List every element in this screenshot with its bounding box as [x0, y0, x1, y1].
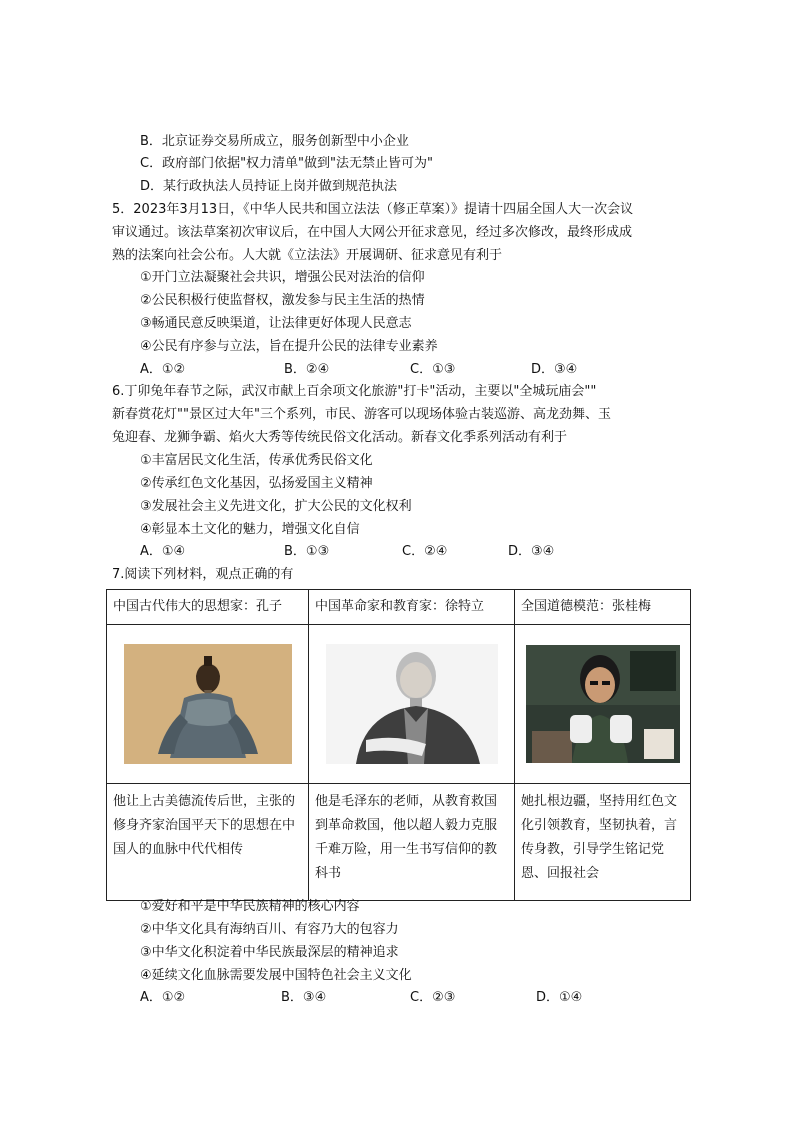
table-text-row [107, 784, 691, 901]
header-confucius: 中国古代伟大的思想家：孔子 [107, 590, 309, 625]
q7-item-2: ②中华文化具有海纳百川、有容乃大的包容力 [140, 922, 399, 937]
q4-option-d: D．某行政执法人员持证上岗并做到规范执法 [140, 179, 398, 194]
q4-option-b: B．北京证券交易所成立，服务创新型中小企业 [140, 134, 409, 149]
q5-stem-line-3: 熟的法案向社会公布。人大就《立法法》开展调研、征求意见有利于 [112, 248, 503, 263]
q6-item-1: ①丰富居民文化生活，传承优秀民俗文化 [140, 453, 373, 468]
q7-choice-c: C．②③ [410, 990, 456, 1005]
table-header-row [107, 590, 691, 625]
q7-material-table [106, 589, 691, 901]
q7-choice-d: D．①④ [536, 990, 583, 1005]
q7-item-4: ④延续文化血脉需要发展中国特色社会主义文化 [140, 968, 412, 983]
q5-stem-line-2: 审议通过。该法草案初次审议后，在中国人大网公开征求意见，经过多次修改，最终形成成 [112, 225, 633, 240]
q6-stem-line-1: 6.丁卯兔年春节之际，武汉市献上百余项文化旅游"打卡"活动，主要以"全城玩庙会"" [112, 384, 597, 399]
q6-item-4: ④彰显本土文化的魅力，增强文化自信 [140, 522, 360, 537]
q5-choice-b: B．②④ [284, 362, 330, 377]
q7-choice-a: A．①② [140, 990, 186, 1005]
table-image-row [107, 625, 691, 784]
q6-item-3: ③发展社会主义先进文化，扩大公民的文化权利 [140, 499, 412, 514]
q7-stem: 7.阅读下列材料，观点正确的有 [112, 567, 294, 582]
q7-item-1: ①爱好和平是中华民族精神的核心内容 [140, 899, 360, 914]
q4-option-c: C．政府部门依据"权力清单"做到"法无禁止皆可为" [140, 156, 433, 171]
q6-choice-a: A．①④ [140, 544, 186, 559]
q7-item-3: ③中华文化积淀着中华民族最深层的精神追求 [140, 945, 399, 960]
q7-choices [0, 988, 794, 1008]
q5-item-3: ③畅通民意反映渠道，让法律更好体现人民意志 [140, 316, 412, 331]
q6-item-2: ②传承红色文化基因，弘扬爱国主义精神 [140, 476, 373, 491]
xu-teli-description: 他是毛泽东的老师，从教育救国到革命救国，他以超人毅力克服千难万险，用一生书写信仰的教科书 [309, 784, 515, 901]
zhang-guimei-description: 她扎根边疆，坚持用红色文化引领教育，坚韧执着，言传身教，引导学生铭记党恩、回报社会 [515, 784, 691, 901]
q6-choices [0, 542, 794, 562]
q6-choice-d: D．③④ [508, 544, 555, 559]
q5-choice-a: A．①② [140, 362, 186, 377]
q5-choices [0, 360, 794, 380]
header-zhang-guimei: 全国道德模范：张桂梅 [515, 590, 691, 625]
q6-choice-b: B．①③ [284, 544, 330, 559]
q5-item-2: ②公民积极行使监督权，激发参与民主生活的热情 [140, 293, 425, 308]
q5-choice-d: D．③④ [531, 362, 578, 377]
header-xu-teli: 中国革命家和教育家：徐特立 [309, 590, 515, 625]
confucius-painting [124, 644, 292, 764]
q6-stem-line-2: 新春赏花灯""景区过大年"三个系列，市民、游客可以现场体验古装巡游、高龙劲舞、玉 [112, 407, 611, 422]
q6-choice-c: C．②④ [402, 544, 448, 559]
q5-item-4: ④公民有序参与立法，旨在提升公民的法律专业素养 [140, 339, 438, 354]
q5-item-1: ①开门立法凝聚社会共识，增强公民对法治的信仰 [140, 270, 425, 285]
confucius-image-cell [107, 625, 309, 784]
xu-teli-photo [326, 644, 498, 764]
zhang-guimei-image-cell [515, 625, 691, 784]
q6-stem-line-3: 兔迎春、龙狮争霸、焰火大秀等传统民俗文化活动。新春文化季系列活动有利于 [112, 430, 568, 445]
confucius-description: 他让上古美德流传后世，主张的修身齐家治国平天下的思想在中国人的血脉中代代相传 [107, 784, 309, 901]
zhang-guimei-photo [526, 645, 680, 763]
q7-choice-b: B．③④ [281, 990, 327, 1005]
q5-choice-c: C．①③ [410, 362, 456, 377]
q5-stem-line-1: 5．2023年3月13日，《中华人民共和国立法法（修正草案）》提请十四届全国人大一次会议 [112, 202, 634, 217]
xu-teli-image-cell [309, 625, 515, 784]
